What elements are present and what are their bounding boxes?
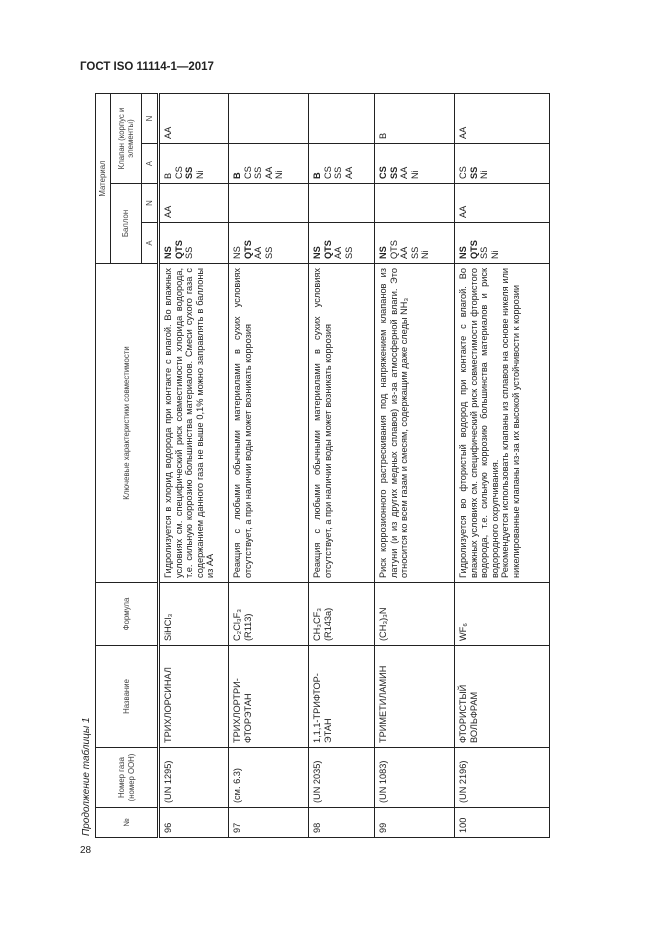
material-code: SS	[479, 246, 489, 259]
formula-cell	[375, 583, 455, 646]
material-code: CS	[378, 166, 388, 179]
page-number: 28	[80, 845, 92, 856]
material-code: Ni	[194, 170, 205, 179]
table-caption: Продолжение таблицы 1	[81, 717, 92, 836]
valve-a-materials	[229, 144, 309, 184]
material-code: SS	[263, 246, 274, 259]
row-number: 96	[159, 808, 229, 838]
valve-a-materials	[159, 144, 229, 184]
header-cylinder-a: A	[142, 223, 159, 264]
material-code: B	[378, 132, 388, 139]
material-code: CS	[242, 166, 253, 179]
gas-name: ТРИХЛОРСИНАЛ	[159, 646, 229, 748]
valve-n-materials	[375, 93, 455, 143]
header-valve-a: A	[142, 144, 159, 184]
material-code: SS	[468, 166, 479, 179]
gas-name: 1,1,1-ТРИФТОР-ЭТАН	[309, 646, 375, 748]
valve-a-materials	[455, 144, 550, 184]
material-code: Ni	[479, 170, 489, 179]
material-code: CS	[322, 166, 333, 179]
material-code: SS	[253, 166, 263, 179]
material-code: Ni	[409, 170, 420, 179]
header-description: Ключевые характеристики совместимости	[96, 264, 159, 583]
material-code: AA	[163, 205, 173, 218]
material-code: SS	[343, 246, 354, 259]
gas-compatibility-table	[95, 93, 550, 838]
description-paragraph: Реакция с любыми обычными материалами в сухих условиях отсутствует, а при наличии воды может возникать коррозия	[312, 268, 333, 578]
un-number: (UN 1295)	[159, 748, 229, 808]
table-row	[309, 93, 375, 837]
compatibility-description	[159, 264, 229, 583]
cylinder-a-materials	[375, 223, 455, 264]
description-paragraph: Реакция с любыми обычными материалами в сухих условиях отсутствует, а при наличии воды может возникать коррозия	[232, 268, 253, 578]
formula: SiHCl₃	[163, 613, 173, 641]
header-formula: Формула	[96, 583, 159, 646]
material-code: AA	[263, 166, 274, 179]
formula-cell	[309, 583, 375, 646]
material-code: SS	[409, 246, 420, 259]
material-code: QTS	[468, 240, 479, 259]
description-paragraph: Рекомендуется использовать клапаны из сплавов на основе никеля или никелированные клапаны из-за их высокой устойчивости к коррозии	[500, 268, 521, 578]
material-code: B	[232, 172, 242, 179]
material-code: SS	[184, 166, 194, 179]
material-code: B	[163, 172, 173, 179]
compatibility-description	[229, 264, 309, 583]
formula-cell	[229, 583, 309, 646]
material-code: QTS	[242, 240, 253, 259]
header-valve: Клапан (корпус и элементы)	[111, 93, 142, 183]
compatibility-description	[375, 264, 455, 583]
un-number: (UN 2196)	[455, 748, 550, 808]
material-code: SS	[184, 246, 194, 259]
cylinder-n-materials	[455, 184, 550, 223]
formula: C₂Cl₃F₃	[232, 609, 242, 641]
valve-n-materials	[455, 93, 550, 143]
material-code: AA	[399, 166, 409, 179]
formula: (R143a)	[322, 607, 333, 641]
header-valve-n: N	[142, 93, 159, 143]
row-number: 99	[375, 808, 455, 838]
material-code: QTS	[173, 240, 184, 259]
material-code: AA	[458, 205, 468, 218]
table-row	[455, 93, 550, 837]
formula: (R113)	[242, 613, 253, 641]
table-row	[375, 93, 455, 837]
valve-a-materials	[375, 144, 455, 184]
material-code: Ni	[489, 250, 500, 259]
header-material: Материал	[96, 93, 111, 263]
header-un-number: Номер газа (номер ООН)	[96, 748, 159, 808]
material-code: Ni	[274, 170, 284, 179]
material-code: AA	[343, 166, 354, 179]
material-code: QTS	[388, 240, 399, 259]
valve-n-materials	[159, 93, 229, 143]
document-header: ГОСТ ISO 11114-1—2017	[80, 61, 214, 73]
description-paragraph: Риск коррозионного растрескивания под напряжением клапанов из латуни (и из других медных сплавов) из-за атмосферной влаги. Это относится ко всем газам и смесям, содержащим даже следы NH₃	[378, 268, 409, 578]
material-code: B	[312, 172, 322, 179]
formula: WF₆	[458, 623, 468, 641]
material-code: NS	[232, 246, 242, 259]
un-number: (см. 6.3)	[229, 748, 309, 808]
material-code: AA	[253, 246, 263, 259]
gas-name: ТРИХЛОРТРИ-ФТОРЭТАН	[229, 646, 309, 748]
material-code: NS	[312, 246, 322, 259]
formula: CH₃CF₃	[312, 608, 322, 641]
cylinder-a-materials	[455, 223, 550, 264]
description-paragraph: Гидролизуется во фтористый водород при контакте с влагой. Во влажных условиях см. специфический риск совместимости фтористого водорода, т.е. сильную коррозию большинства материалов и риск водородного охрупчивания.	[458, 268, 500, 578]
valve-n-materials	[309, 93, 375, 143]
table-row	[159, 93, 229, 837]
material-code: SS	[388, 166, 399, 179]
rotated-table-area	[78, 94, 553, 838]
material-code: AA	[163, 126, 173, 139]
formula-cell	[159, 583, 229, 646]
row-number: 97	[229, 808, 309, 838]
table-row	[229, 93, 309, 837]
material-code: AA	[399, 246, 409, 259]
material-code: CS	[173, 166, 184, 179]
valve-n-materials	[229, 93, 309, 143]
valve-a-materials	[309, 144, 375, 184]
formula-cell	[455, 583, 550, 646]
row-number: 98	[309, 808, 375, 838]
cylinder-n-materials	[229, 184, 309, 223]
cylinder-a-materials	[159, 223, 229, 264]
header-name: Название	[96, 646, 159, 748]
material-code: NS	[378, 246, 388, 259]
header-cylinder-n: N	[142, 184, 159, 223]
header-cylinder: Баллон	[111, 184, 142, 264]
gas-name: ФТОРИСТЫЙ ВОЛЬФРАМ	[455, 646, 550, 748]
gas-name: ТРИМЕТИЛАМИН	[375, 646, 455, 748]
material-code: CS	[458, 166, 468, 179]
material-code: AA	[333, 246, 343, 259]
material-code: NS	[163, 246, 173, 259]
compatibility-description	[455, 264, 550, 583]
un-number: (UN 2035)	[309, 748, 375, 808]
compatibility-description	[309, 264, 375, 583]
material-code: NS	[458, 246, 468, 259]
material-code: QTS	[322, 240, 333, 259]
header-no: №	[96, 808, 159, 838]
cylinder-n-materials	[159, 184, 229, 223]
description-paragraph: Гидролизуется в хлорид водорода при контакте с влагой. Во влажных условиях см. специфический риск совместимости хлорида водорода, т.е. сильную коррозию большинства материалов. Смеси сухого газа с содержанием данного газа не выше 0,1% можно заправлять в баллоны из AA	[163, 268, 215, 578]
row-number: 100	[455, 808, 550, 838]
cylinder-n-materials	[309, 184, 375, 223]
cylinder-n-materials	[375, 184, 455, 223]
material-code: AA	[458, 126, 468, 139]
material-code: SS	[333, 166, 343, 179]
un-number: (UN 1083)	[375, 748, 455, 808]
formula: (CH₃)₃N	[378, 607, 388, 641]
cylinder-a-materials	[229, 223, 309, 264]
cylinder-a-materials	[309, 223, 375, 264]
material-code: Ni	[420, 250, 430, 259]
